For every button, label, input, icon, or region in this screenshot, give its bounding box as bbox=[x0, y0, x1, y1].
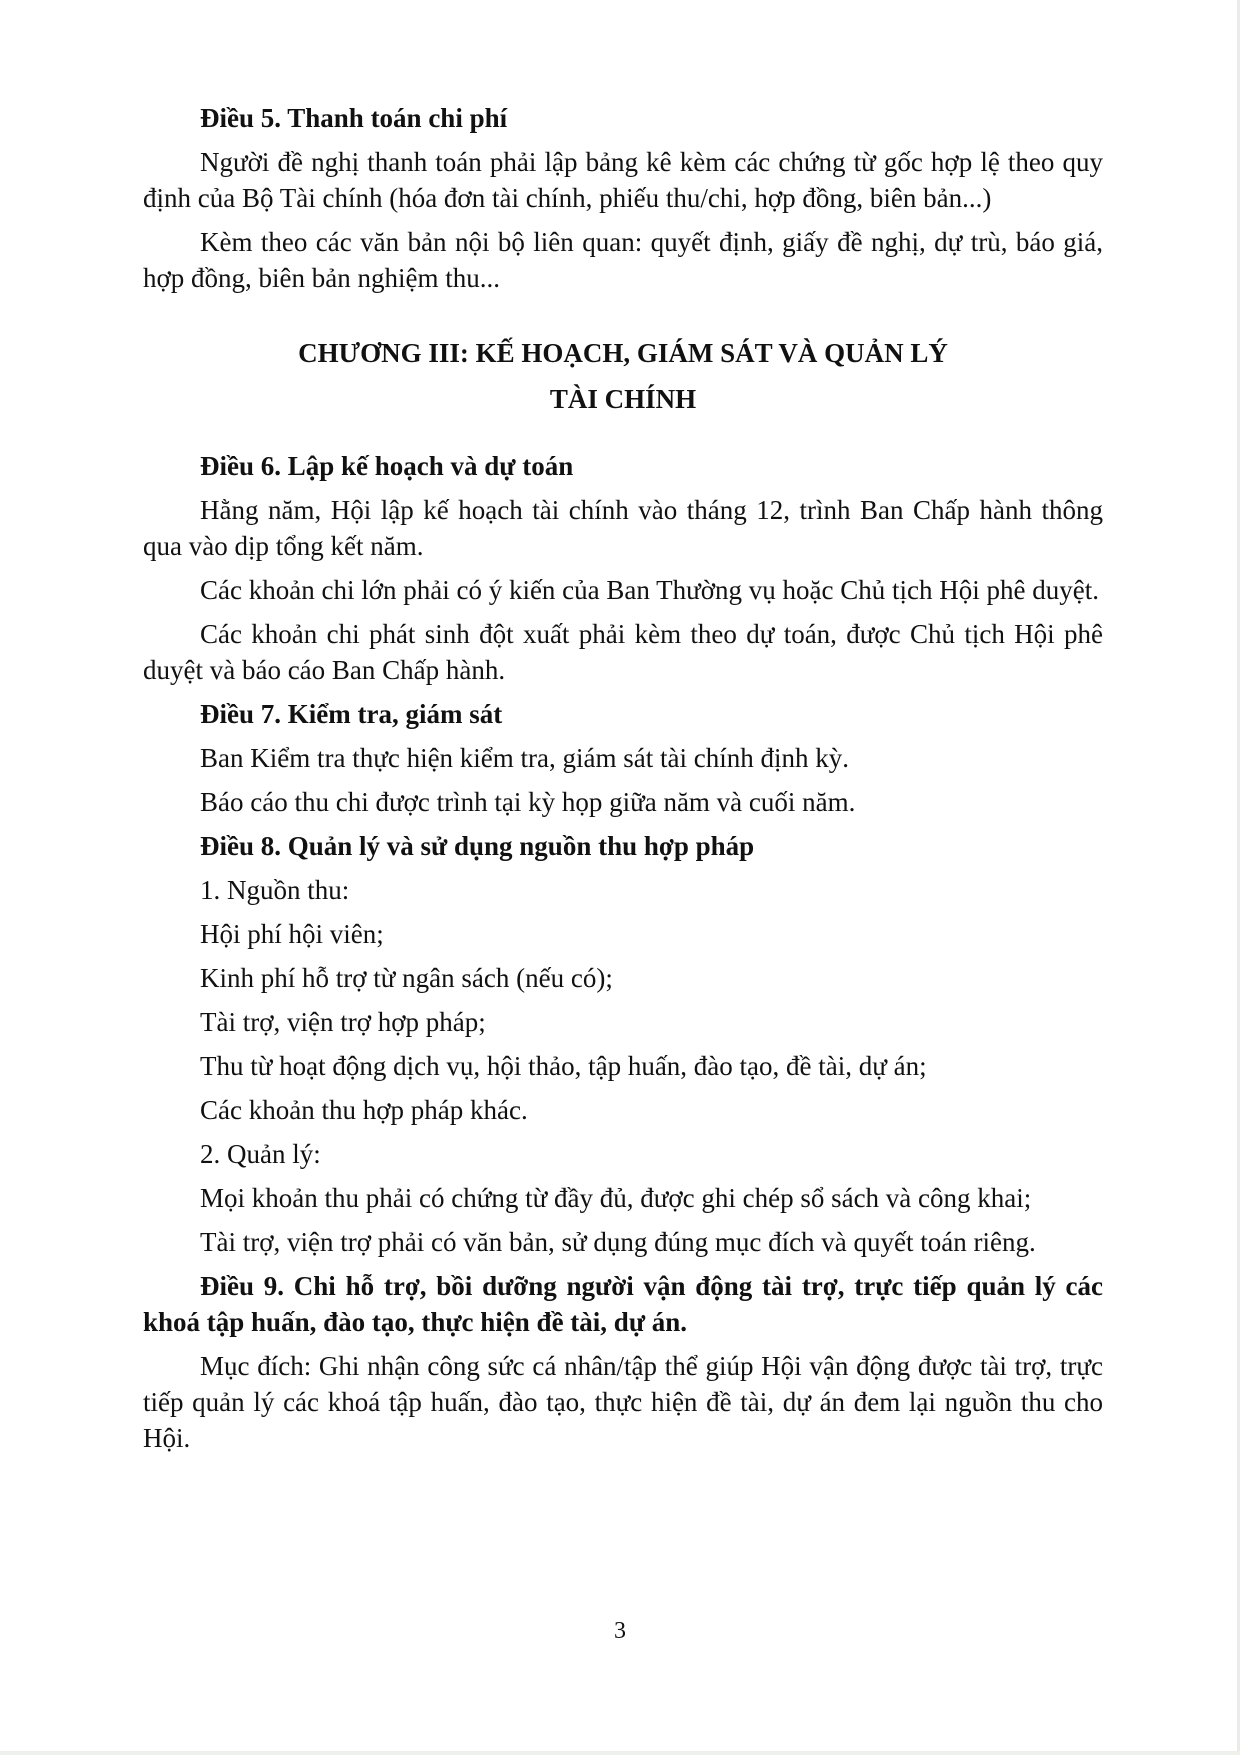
chapter-3-heading bbox=[143, 330, 1103, 422]
article-8-subheading-revenue-sources: 1. Nguồn thu: bbox=[200, 875, 350, 905]
article-6-paragraph-1: Hằng năm, Hội lập kế hoạch tài chính vào tháng 12, trình Ban Chấp hành thông qua vào dịp tổng kết năm. bbox=[143, 495, 1103, 561]
article-5-paragraph-1: Người đề nghị thanh toán phải lập bảng kê kèm các chứng từ gốc hợp lệ theo quy định của Bộ Tài chính (hóa đơn tài chính, phiếu thu/chi, hợp đồng, biên bản...) bbox=[143, 147, 1103, 213]
article-8-subheading-management: 2. Quản lý: bbox=[200, 1139, 321, 1169]
revenue-source-item: Kinh phí hỗ trợ từ ngân sách (nếu có); bbox=[200, 963, 613, 993]
revenue-source-item: Hội phí hội viên; bbox=[200, 919, 384, 949]
chapter-3-heading-line-2: TÀI CHÍNH bbox=[549, 384, 697, 414]
article-5-heading: Điều 5. Thanh toán chi phí bbox=[200, 103, 508, 133]
article-7-paragraph-1: Ban Kiểm tra thực hiện kiểm tra, giám sát tài chính định kỳ. bbox=[200, 743, 849, 773]
document-body bbox=[143, 100, 1103, 1464]
article-6-heading: Điều 6. Lập kế hoạch và dự toán bbox=[200, 451, 574, 481]
revenue-source-item: Tài trợ, viện trợ hợp pháp; bbox=[200, 1007, 486, 1037]
article-9-paragraph-1: Mục đích: Ghi nhận công sức cá nhân/tập thể giúp Hội vận động được tài trợ, trực tiếp quản lý các khoá tập huấn, đào tạo, thực hiện đề tài, dự án đem lại nguồn thu cho Hội. bbox=[143, 1351, 1103, 1453]
management-rule-item: Tài trợ, viện trợ phải có văn bản, sử dụng đúng mục đích và quyết toán riêng. bbox=[200, 1227, 1036, 1257]
article-6-paragraph-2: Các khoản chi lớn phải có ý kiến của Ban Thường vụ hoặc Chủ tịch Hội phê duyệt. bbox=[200, 575, 1099, 605]
article-8-heading: Điều 8. Quản lý và sử dụng nguồn thu hợp pháp bbox=[200, 831, 755, 861]
article-9-heading: Điều 9. Chi hỗ trợ, bồi dưỡng người vận động tài trợ, trực tiếp quản lý các khoá tập huấn, đào tạo, thực hiện đề tài, dự án. bbox=[143, 1271, 1103, 1337]
article-6-paragraph-3: Các khoản chi phát sinh đột xuất phải kèm theo dự toán, được Chủ tịch Hội phê duyệt và báo cáo Ban Chấp hành. bbox=[143, 619, 1103, 685]
article-5-paragraph-2: Kèm theo các văn bản nội bộ liên quan: quyết định, giấy đề nghị, dự trù, báo giá, hợp đồng, biên bản nghiệm thu... bbox=[143, 227, 1103, 293]
article-7-heading: Điều 7. Kiểm tra, giám sát bbox=[200, 699, 503, 729]
revenue-source-item: Thu từ hoạt động dịch vụ, hội thảo, tập huấn, đào tạo, đề tài, dự án; bbox=[200, 1051, 927, 1081]
page-number: 3 bbox=[614, 1618, 626, 1644]
revenue-source-item: Các khoản thu hợp pháp khác. bbox=[200, 1095, 528, 1125]
chapter-3-heading-line-1: CHƯƠNG III: KẾ HOẠCH, GIÁM SÁT VÀ QUẢN LÝ bbox=[298, 338, 948, 368]
management-rule-item: Mọi khoản thu phải có chứng từ đầy đủ, được ghi chép sổ sách và công khai; bbox=[200, 1183, 1032, 1213]
article-7-paragraph-2: Báo cáo thu chi được trình tại kỳ họp giữa năm và cuối năm. bbox=[200, 787, 856, 817]
scan-bottom-edge bbox=[0, 1751, 1240, 1755]
